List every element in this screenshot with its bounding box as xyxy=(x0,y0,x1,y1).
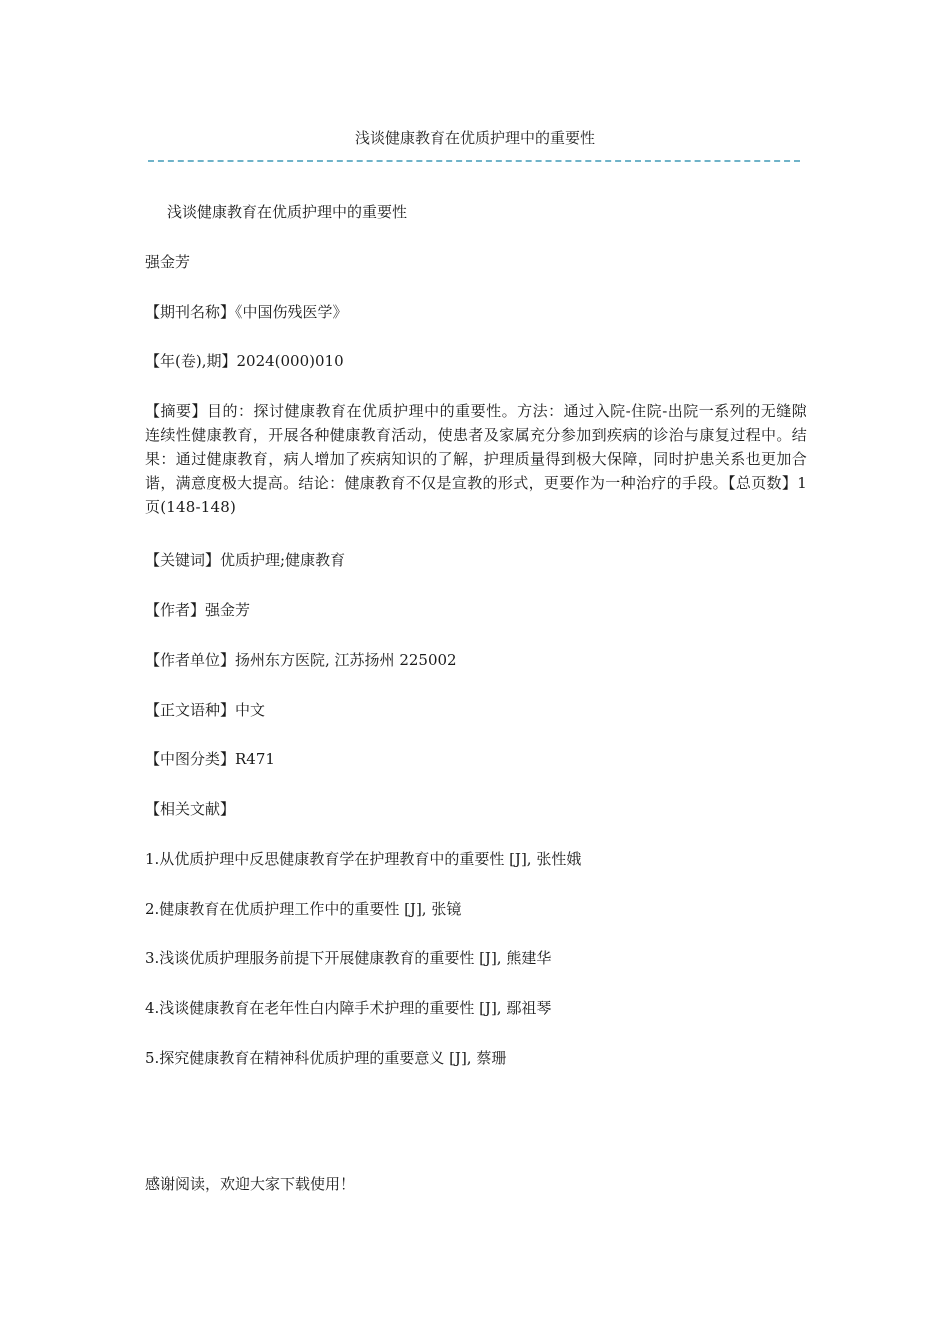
related-heading: 【相关文献】 xyxy=(145,800,236,818)
related-item-3[interactable]: 3.浅谈优质护理服务前提下开展健康教育的重要性 [J], 熊建华 xyxy=(145,949,552,967)
header-divider xyxy=(148,160,800,162)
journal-label: 【期刊名称】 xyxy=(145,303,236,321)
language-label: 【正文语种】 xyxy=(145,701,236,719)
related-item-4[interactable]: 4.浅谈健康教育在老年性白内障手术护理的重要性 [J], 鄢祖琴 xyxy=(145,999,552,1017)
related-item-2[interactable]: 2.健康教育在优质护理工作中的重要性 [J], 张镜 xyxy=(145,900,462,918)
abstract-text: 目的：探讨健康教育在优质护理中的重要性。方法：通过入院-住院-出院一系列的无缝隙连续性健康教育，开展各种健康教育活动，使患者及家属充分参加到疾病的诊治与康复过程中。结果：通过健康教育，病人增加了疾病知识的了解，护理质量得到极大保障，同时护患关系也更加合谐，满意度极大提高。结论：健康教育不仅是宣教的形式，更要作为一种治疗的手段。 xyxy=(145,402,807,492)
author-value: 强金芳 xyxy=(205,601,251,619)
related-item-1[interactable]: 1.从优质护理中反思健康教育学在护理教育中的重要性 [J], 张性娥 xyxy=(145,850,582,868)
author-label: 【作者】 xyxy=(145,601,206,619)
issue-value: 2024(000)010 xyxy=(236,352,344,370)
classification-row xyxy=(145,747,275,771)
author-line: 强金芳 xyxy=(145,253,191,271)
related-item-5[interactable]: 5.探究健康教育在精神科优质护理的重要意义 [J], 蔡珊 xyxy=(145,1049,507,1067)
author-row xyxy=(145,598,250,622)
language-value: 中文 xyxy=(235,701,266,719)
issue-label: 【年(卷),期】 xyxy=(145,352,237,370)
keywords-label: 【关键词】 xyxy=(145,551,221,569)
thanks-note: 感谢阅读，欢迎大家下载使用！ xyxy=(145,1175,356,1193)
classification-value: R471 xyxy=(235,750,275,768)
affiliation-row xyxy=(145,648,457,672)
journal-row xyxy=(145,300,348,324)
article-title: 浅谈健康教育在优质护理中的重要性 xyxy=(167,203,408,221)
journal-value: 《中国伤残医学》 xyxy=(235,303,348,321)
issue-row xyxy=(145,349,344,373)
keywords-value: 优质护理;健康教育 xyxy=(220,551,346,569)
keywords-row xyxy=(145,548,345,572)
abstract-block xyxy=(145,399,807,519)
abstract-label: 【摘要】 xyxy=(145,402,208,420)
page-header-title: 浅谈健康教育在优质护理中的重要性 xyxy=(354,129,595,147)
pages-label: 【总页数】 xyxy=(728,474,798,492)
affiliation-value: 扬州东方医院, 江苏扬州 225002 xyxy=(235,651,457,669)
pages-value: 1 页(148-148) xyxy=(145,474,807,516)
language-row xyxy=(145,698,265,722)
affiliation-label: 【作者单位】 xyxy=(145,651,236,669)
classification-label: 【中图分类】 xyxy=(145,750,236,768)
